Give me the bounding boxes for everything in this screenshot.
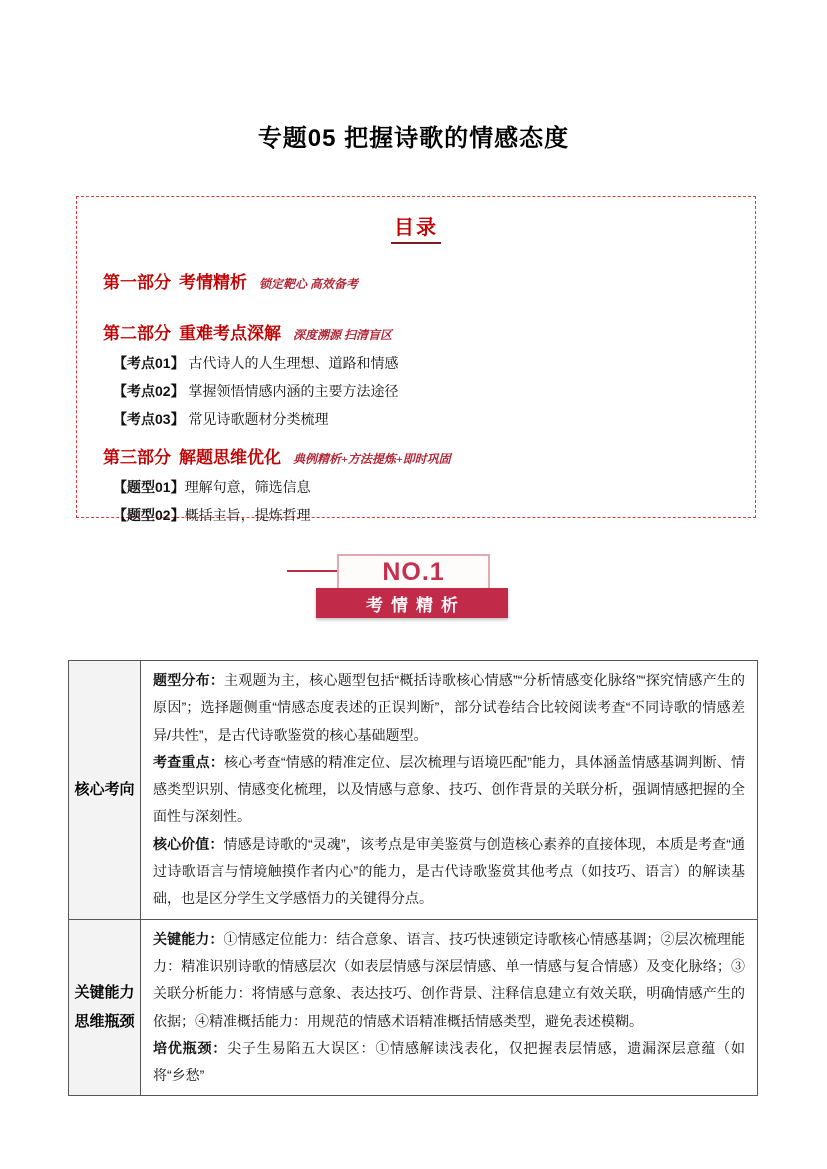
row-header-text: 核心考向 [74, 780, 135, 798]
table-row-key-ability [69, 919, 758, 1096]
section-banner [0, 550, 827, 622]
para-text: 情感是诗歌的“灵魂”，该考点是审美鉴赏与创造核心素养的直接体现，本质是考查“通过诗歌语言与情境触摸作者内心”的能力，是古代诗歌鉴赏其他考点（如技巧、语言）的解读基础，也是区分学生文学感悟力的关键得分点。 [153, 835, 746, 907]
toc-box [76, 196, 756, 524]
toc-heading: 目录 [391, 211, 441, 244]
banner-decoration-line [287, 570, 339, 572]
toc-item-text: 常见诗歌题材分类梳理 [188, 410, 329, 427]
toc-part-3 [103, 443, 739, 468]
toc-part-title: 考情精析 [179, 273, 247, 292]
toc-part-subtitle: 典例精析+方法提炼+即时巩固 [293, 452, 451, 467]
banner-number-box [337, 554, 490, 590]
info-paragraph [153, 1035, 745, 1090]
info-table [68, 660, 758, 1096]
toc-item-kaodian-02 [113, 383, 739, 400]
toc-item-tag: 【题型01】 [113, 479, 185, 496]
row-header-core-focus [69, 661, 141, 920]
toc-part-subtitle: 锁定靶心 高效备考 [259, 277, 359, 291]
toc-item-text: 理解句意，筛选信息 [184, 479, 311, 496]
toc-part-2 [103, 319, 739, 344]
toc-part-subtitle: 深度溯源 扫清盲区 [293, 328, 393, 342]
toc-item-tag: 【考点03】 [113, 410, 189, 427]
toc-item-text: 古代诗人的人生理想、道路和情感 [188, 355, 399, 371]
para-label: 培优瓶颈： [153, 1039, 228, 1056]
toc-part-label: 第一部分 [103, 273, 171, 292]
banner-title: 考情精析 [366, 595, 466, 615]
page-title: 专题05 把握诗歌的情感态度 [257, 125, 570, 152]
info-paragraph [153, 667, 745, 749]
toc-item-tag: 【题型02】 [113, 507, 185, 524]
para-label: 关键能力： [153, 930, 224, 947]
toc-part-label: 第三部分 [103, 448, 171, 468]
row-body-core-focus [141, 661, 758, 920]
para-text: 主观题为主，核心题型包括“概括诗歌核心情感”“分析情感变化脉络”“探究情感产生的原因”；选择题侧重“情感态度表述的正误判断”，部分试卷结合比较阅读考查“不同诗歌的情感差异/共性”，是古代诗歌鉴赏的核心基础题型。 [153, 672, 746, 743]
toc-item-tag: 【考点02】 [113, 382, 189, 399]
row-header-text: 思维瓶颈 [74, 1012, 135, 1030]
toc-item-text: 概括主旨，提炼哲理 [184, 507, 311, 524]
banner-number: NO.1 [382, 557, 445, 586]
toc-part-title: 解题思维优化 [179, 448, 281, 468]
toc-item-tixing-02 [113, 507, 739, 524]
info-paragraph [153, 926, 745, 1035]
info-paragraph [153, 749, 745, 831]
banner-ribbon [316, 588, 508, 618]
toc-item-kaodian-01 [113, 355, 739, 372]
toc-item-text: 掌握领悟情感内涵的主要方法途径 [188, 382, 399, 399]
row-body-key-ability [141, 919, 758, 1096]
para-text: ①情感定位能力：结合意象、语言、技巧快速锁定诗歌核心情感基调；②层次梳理能力：精准识别诗歌的情感层次（如表层情感与深层情感、单一情感与复合情感）及变化脉络；③关联分析能力：将情感与意象、表达技巧、创作背景、注释信息建立有效关联，明确情感产生的依据；④精准概括能力：用规范的情感术语精准概括情感类型，避免表述模糊。 [153, 930, 746, 1029]
row-header-text: 关键能力 [74, 984, 135, 1002]
para-label: 核心价值： [153, 835, 224, 852]
toc-part-1 [103, 268, 739, 293]
toc-part-label: 第二部分 [103, 324, 171, 343]
row-header-key-ability [69, 919, 141, 1096]
para-text: 尖子生易陷五大误区：①情感解读浅表化，仅把握表层情感，遗漏深层意蕴（如将“乡愁” [153, 1039, 746, 1084]
table-row-core-focus [69, 661, 758, 920]
info-paragraph [153, 831, 745, 913]
para-label: 题型分布： [153, 672, 225, 688]
para-label: 考查重点： [153, 753, 225, 770]
toc-heading-row [93, 211, 739, 244]
toc-item-kaodian-03 [113, 411, 739, 428]
toc-item-tixing-01 [113, 479, 739, 496]
toc-item-tag: 【考点01】 [113, 355, 189, 371]
toc-part-title: 重难考点深解 [179, 324, 281, 343]
para-text: 核心考查“情感的精准定位、层次梳理与语境匹配”能力，具体涵盖情感基调判断、情感类型识别、情感变化梳理，以及情感与意象、技巧、创作背景的关联分析，强调情感把握的全面性与深刻性。 [153, 753, 746, 825]
